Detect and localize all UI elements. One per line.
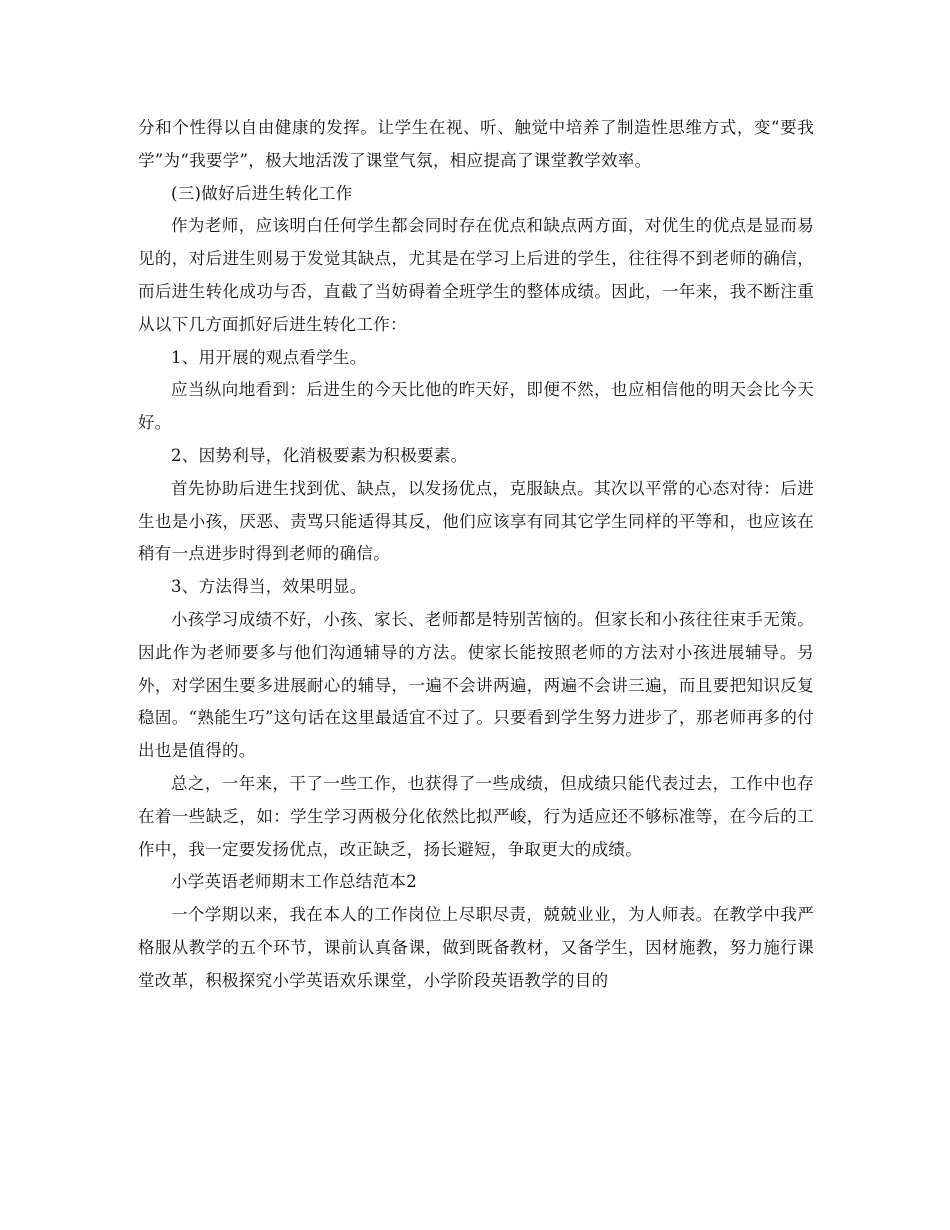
paragraph: 2、因势利导，化消极要素为积极要素。	[171, 445, 468, 465]
paragraph: 3、方法得当，效果明显。	[171, 577, 367, 597]
paragraph: 一个学期以来，我在本人的工作岗位上尽职尽责，兢兢业业，为人师表。在教学中我严格服从教学的五个环节，课前认真备课，做到既备教材，又备学生，因材施教，努力施行课堂改革，积极探究小学英语欢乐课堂，小学阶段英语教学的目的	[138, 905, 814, 990]
paragraph: 总之，一年来，干了一些工作，也获得了一些成绩，但成绩只能代表过去，工作中也存在着一些缺乏，如：学生学习两极分化依然比拟严峻，行为适应还不够标准等，在今后的工作中，我一定要发扬优点，改正缺乏，扬长避短，争取更大的成绩。	[138, 773, 814, 859]
paragraph: 1、用开展的观点看学生。	[171, 347, 367, 367]
paragraph: 应当纵向地看到：后进生的今天比他的昨天好，即便不然，也应相信他的明天会比今天好。	[138, 380, 814, 433]
document-body	[138, 112, 814, 998]
paragraph: 作为老师，应该明白任何学生都会同时存在优点和缺点两方面，对优生的优点是显而易见的，对后进生则易于发觉其缺点，尤其是在学习上后进的学生，往往得不到老师的确信，而后进生转化成功与否，直截了当妨碍着全班学生的整体成绩。因此，一年来，我不断注重从以下几方面抓好后进生转化工作：	[138, 216, 814, 334]
paragraph: (三)做好后进生转化工作	[171, 183, 353, 203]
paragraph: 首先协助后进生找到优、缺点，以发扬优点，克服缺点。其次以平常的心态对待：后进生也是小孩，厌恶、责骂只能适得其反，他们应该享有同其它学生同样的平等和，也应该在稍有一点进步时得到老师的确信。	[138, 478, 814, 564]
paragraph: 小学英语老师期末工作总结范本2	[171, 872, 417, 892]
paragraph: 小孩学习成绩不好，小孩、家长、老师都是特别苦恼的。但家长和小孩往往束手无策。因此作为老师要多与他们沟通辅导的方法。使家长能按照老师的方法对小孩进展辅导。另外，对学困生要多进展耐心的辅导，一遍不会讲两遍，两遍不会讲三遍，而且要把知识反复稳固。“熟能生巧”这句话在这里最适宜不过了。只要看到学生努力进步了，那老师再多的付出也是值得的。	[138, 609, 814, 761]
paragraph: 分和个性得以自由健康的发挥。让学生在视、听、触觉中培养了制造性思维方式，变“要我学”为“我要学”，极大地活泼了课堂气氛，相应提高了课堂教学效率。	[138, 118, 814, 170]
